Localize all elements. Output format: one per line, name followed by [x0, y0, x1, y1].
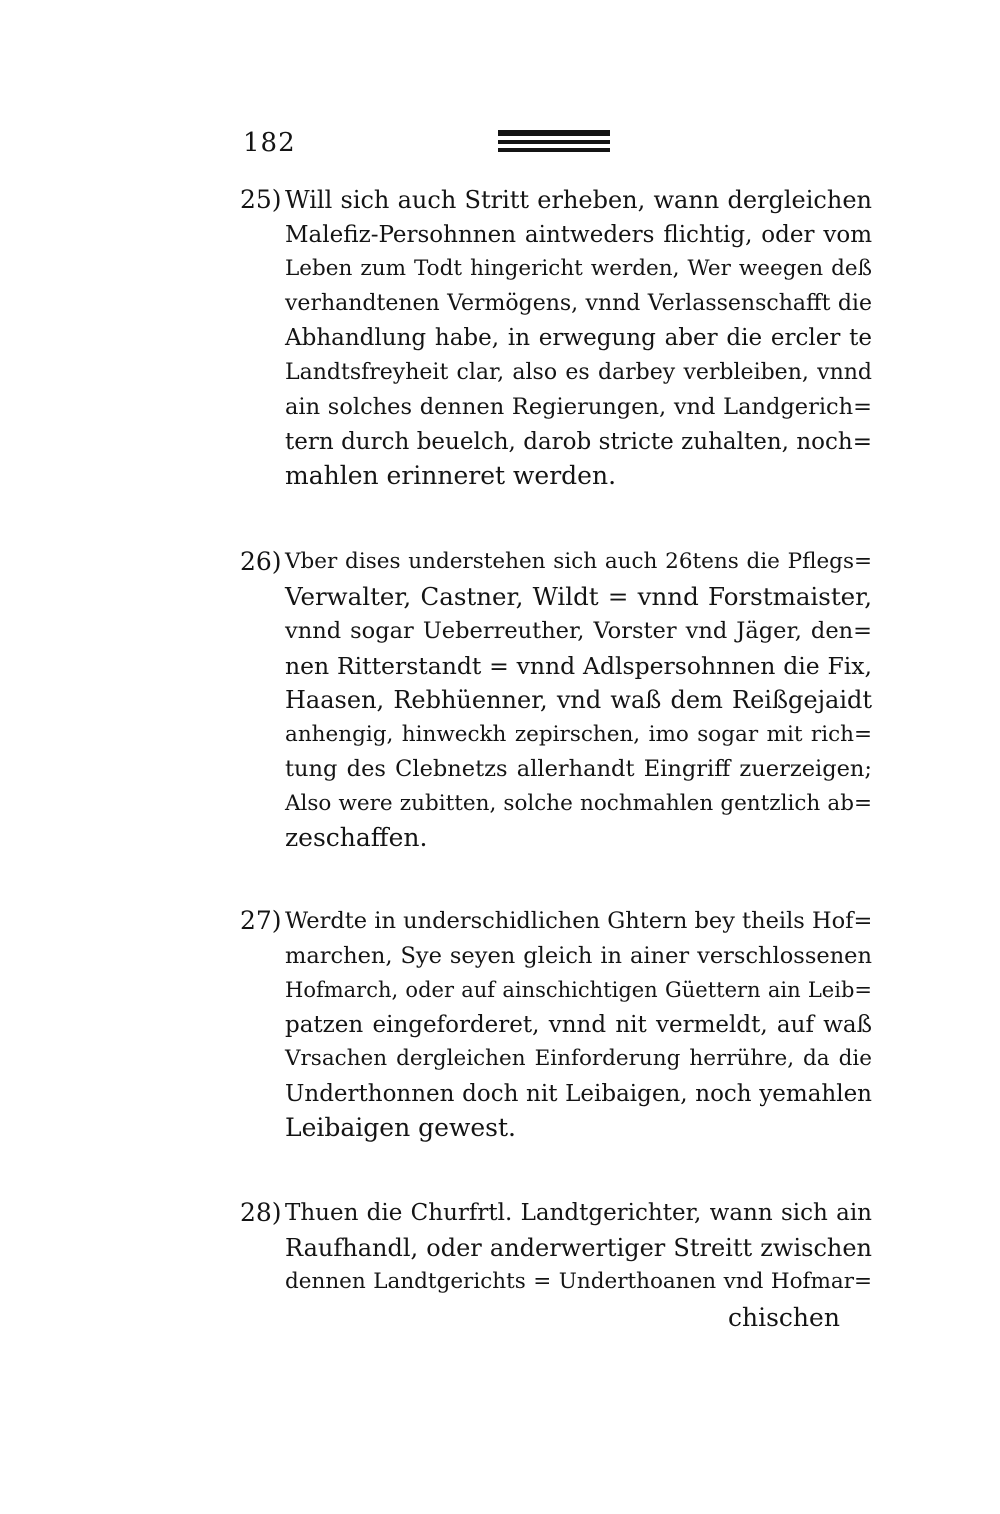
catchword: chischen — [728, 1303, 840, 1332]
text-line: Also were zubitten, solche nochmahlen gentzlich ab= — [285, 790, 872, 816]
entry-number: 25) — [240, 185, 282, 214]
text-line: ain solches dennen Regierungen, vnd Landgerich= — [285, 394, 872, 420]
text-line: Malefiz-Persohnnen aintweders flichtig, oder vom — [285, 221, 872, 248]
text-line: Haasen, Rebhüenner, vnd waß dem Reißgejaidt — [285, 686, 872, 714]
entry-text — [285, 1196, 872, 1300]
entry-28 — [240, 1196, 872, 1300]
entry-number: 28) — [240, 1198, 282, 1227]
page-number: 182 — [243, 128, 296, 158]
text-line: Will sich auch Stritt erheben, wann dergleichen — [285, 186, 872, 214]
text-line: Abhandlung habe, in erwegung aber die ercler te — [285, 325, 872, 351]
text-line: Vber dises understehen sich auch 26tens die Pflegs= — [285, 549, 872, 574]
text-line: zeschaffen. — [285, 823, 428, 852]
entry-text — [285, 904, 872, 1146]
text-line: marchen, Sye seyen gleich in ainer verschlossenen — [285, 942, 872, 969]
text-line: Thuen die Churfrtl. Landtgerichter, wann sich ain — [285, 1200, 872, 1226]
entry-26 — [240, 545, 872, 856]
text-line: Hofmarch, oder auf ainschichtigen Güettern ain Leib= — [285, 978, 872, 1002]
entry-number: 27) — [240, 906, 282, 935]
text-line: mahlen erinneret werden. — [285, 461, 617, 490]
text-line: patzen eingeforderet, vnnd nit vermeldt, auf waß — [285, 1011, 872, 1038]
text-line: Werdte in underschidlichen Ghtern bey theils Hof= — [285, 908, 873, 934]
ornament-rule — [498, 140, 610, 144]
entry-text — [285, 545, 872, 856]
text-line: Landtsfreyheit clar, also es darbey verbleiben, vnnd — [285, 359, 872, 385]
text-line: Leibaigen gewest. — [285, 1113, 516, 1142]
text-line: Underthonnen doch nit Leibaigen, noch yemahlen — [285, 1080, 872, 1107]
entry-text — [285, 183, 872, 494]
text-line: anhengig, hinweckh zepirschen, imo sogar mit rich= — [285, 721, 872, 747]
text-line: verhandtenen Vermögens, vnnd Verlassenschafft die — [285, 290, 872, 316]
entry-number: 26) — [240, 547, 282, 576]
text-line: Raufhandl, oder anderwertiger Streitt zwischen — [285, 1233, 872, 1262]
text-line: nen Ritterstandt = vnnd Adlspersohnnen die Fix, — [285, 651, 872, 680]
text-line: tern durch beuelch, darob stricte zuhalten, noch= — [285, 428, 872, 455]
header-ornament — [498, 130, 610, 156]
entry-25 — [240, 183, 872, 494]
entry-27 — [240, 904, 872, 1146]
text-line: Vrsachen dergleichen Einforderung herrühre, da die — [285, 1046, 872, 1071]
text-line: dennen Landtgerichts = Underthoanen vnd Hofmar= — [285, 1269, 872, 1294]
text-line: Leben zum Todt hingericht werden, Wer weegen deß — [285, 256, 872, 281]
text-line: tung des Clebnetzs allerhandt Eingriff zuerzeigen; — [285, 756, 872, 782]
ornament-rule — [498, 148, 610, 152]
text-line: Verwalter, Castner, Wildt = vnnd Forstmaister, — [285, 581, 872, 611]
text-line: vnnd sogar Ueberreuther, Vorster vnd Jäger, den= — [285, 618, 872, 644]
ornament-rule — [498, 130, 610, 136]
